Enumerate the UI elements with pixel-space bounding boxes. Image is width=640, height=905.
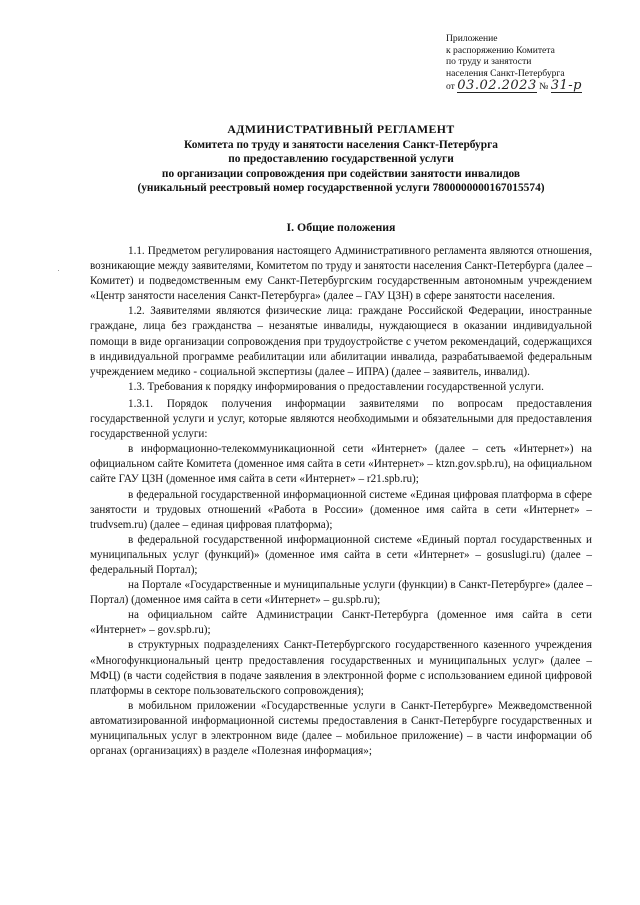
paragraph: 1.1. Предметом регулирования настоящего Административного регламента являются отношения, возникающие между заявителями, Комитетом по труду и занятости населения Санкт-Петербурга (далее – Комитет) и подведомственным ему Санкт-Петербургским государственным автономным учреждением «Центр занятости населения Санкт-Петербурга» (далее – ГАУ ЦЗН) в сфере занятости населения. [90,245,593,303]
paragraph: в федеральной государственной информационной системе «Единый портал государственных и муниципальных услуг (функций)» (доменное имя сайта в сети «Интернет» – gosuslugi.ru) (далее – федеральный Портал); [90,533,592,576]
margin-mark [58,270,59,271]
paragraph: на Портале «Государственные и муниципальные услуги (функции) в Санкт-Петербурге» (далее – Портал) (доменное имя сайта в сети «Интернет» – gu.spb.ru); [90,579,592,607]
title-line: Комитета по труду и занятости населения Санкт-Петербурга [184,138,498,151]
appendix-number-label: № [539,81,549,92]
document-body [90,244,592,759]
paragraph: в федеральной государственной информационной системе «Единая цифровая платформа в сфере занятости и трудовых отношений «Работа в России» (доменное имя сайта в сети «Интернет» – trudvsem.ru) (далее – единая цифровая платформа); [90,488,592,531]
paragraph: на официальном сайте Администрации Санкт-Петербурга (доменное имя сайта в сети «Интернет» – gov.spb.ru); [90,609,592,637]
appendix-line: Приложение [446,33,498,44]
title-line: (уникальный реестровый номер государственной услуги 7800000000167015574) [137,182,545,195]
paragraph: 1.3.1. Порядок получения информации заявителями по вопросам предоставления государственной услуги и услуг, которые являются необходимыми и обязательными для предоставления государственной услуги: [90,397,592,441]
appendix-from-label: от [446,81,455,92]
appendix-line: населения Санкт-Петербурга [446,67,565,79]
document-title: АДМИНИСТРАТИВНЫЙ РЕГЛАМЕНТ [227,122,455,136]
appendix-date-line [446,80,626,93]
paragraph: 1.2. Заявителями являются физические лица: граждане Российской Федерации, иностранные граждане, лица без гражданства – незанятые инвалиды, нуждающиеся в оказании индивидуальной помощи в виде организации сопровождения при трудоустройстве с учетом рекомендаций, содержащихся в индивидуальной программе реабилитации или абилитации инвалида, разрабатываемой федеральным учреждением медико - социальной экспертизы (далее – ИПРА) (далее – заявитель, инвалид). [90,305,592,378]
paragraph: в информационно-телекоммуникационной сети «Интернет» (далее – сеть «Интернет») на официальном сайте Комитета (доменное имя сайта в сети «Интернет» – ktzn.gov.spb.ru), на официальном сайте ГАУ ЦЗН (доменное имя сайта в сети «Интернет» – r21.spb.ru); [90,443,592,486]
section-heading: I. Общие положения [286,220,396,234]
appendix-line: к распоряжению Комитета [446,44,555,56]
title-line: по предоставлению государственной услуги [228,153,454,166]
appendix-stamp [446,33,626,93]
appendix-line: по труду и занятости [446,56,532,67]
handwritten-number: 31-р [550,78,582,93]
title-line: по организации сопровождения при содействии занятости инвалидов [161,167,521,180]
handwritten-date: 03.02.2023 [457,78,537,93]
paragraph: в мобильном приложении «Государственные услуги в Санкт-Петербурге» Межведомственной автоматизированной информационной системы предоставления в Санкт-Петербурге государственных и муниципальных услуг в электронном виде (далее – мобильное приложение) – в части информации об органах (организациях) в разделе «Полезная информация»; [90,699,592,758]
paragraph: 1.3. Требования к порядку информирования о предоставлении государственной услуги. [128,380,544,393]
paragraph: в структурных подразделениях Санкт-Петербургского государственного казенного учреждения «Многофункциональный центр предоставления государственных и муниципальных услуг» (далее – МФЦ) (в части содействия в подаче заявления в электронной форме с использованием единой цифровой платформы в секторе пользовательского сопровождения); [90,639,592,697]
document-title-block [90,122,592,196]
